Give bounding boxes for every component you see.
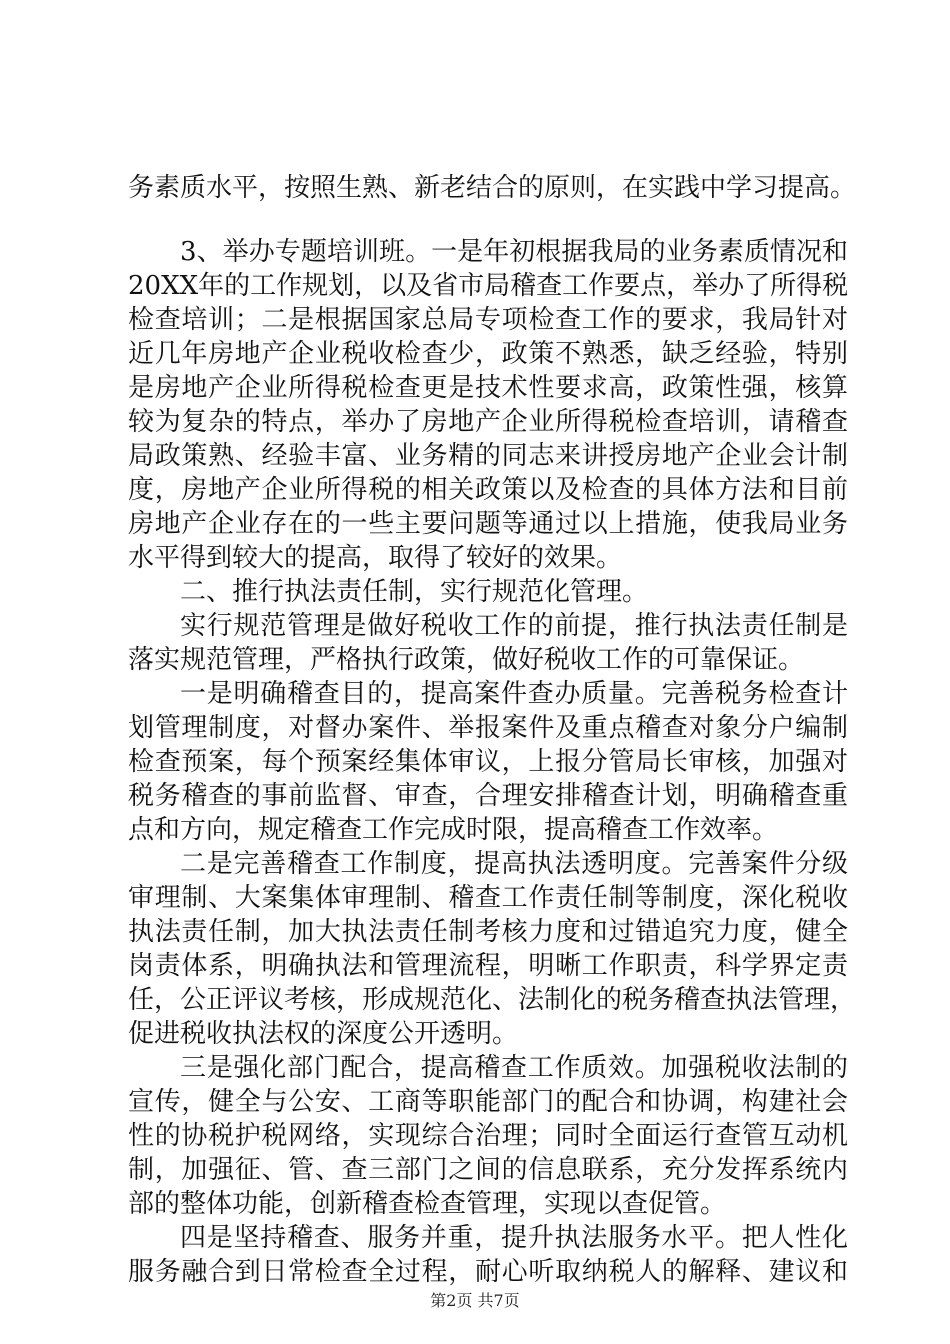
body-line: 四是坚持稽查、服务并重，提升执法服务水平。把人性化 bbox=[180, 1223, 848, 1253]
body-line: 点和方向，规定稽查工作完成时限，提高稽查工作效率。 bbox=[128, 815, 779, 845]
body-line: 一是明确稽查目的，提高案件查办质量。完善税务检查计 bbox=[180, 679, 848, 709]
body-line: 审理制、大案集体审理制、稽查工作责任制等制度，深化税收 bbox=[128, 883, 848, 913]
body-line: 检查预案，每个预案经集体审议，上报分管局长审核，加强对 bbox=[128, 747, 848, 777]
body-line: 划管理制度，对督办案件、举报案件及重点稽查对象分户编制 bbox=[128, 713, 848, 743]
body-line: 3、举办专题培训班。一是年初根据我局的业务素质情况和 bbox=[180, 237, 848, 267]
body-line: 岗责体系，明确执法和管理流程，明晰工作职责，科学界定责 bbox=[128, 951, 848, 981]
section-heading: 二、推行执法责任制，实行规范化管理。 bbox=[180, 577, 649, 607]
page-number: 第2页 共7页 bbox=[430, 1291, 520, 1310]
body-line: 检查培训；二是根据国家总局专项检查工作的要求，我局针对 bbox=[128, 305, 848, 335]
body-line: 执法责任制，加大执法责任制考核力度和过错追究力度，健全 bbox=[128, 917, 848, 947]
body-line: 落实规范管理，严格执行政策，做好税收工作的可靠保证。 bbox=[128, 645, 805, 675]
body-line: 任，公正评议考核，形成规范化、法制化的税务稽查执法管理， bbox=[128, 985, 857, 1015]
body-line: 税务稽查的事前监督、审查，合理安排稽查计划，明确稽查重 bbox=[128, 781, 848, 811]
body-line: 务素质水平，按照生熟、新老结合的原则，在实践中学习提高。 bbox=[128, 173, 857, 203]
body-line: 性的协税护税网络，实现综合治理；同时全面运行查管互动机 bbox=[128, 1121, 848, 1151]
body-line: 促进税收执法权的深度公开透明。 bbox=[128, 1019, 519, 1049]
body-line: 局政策熟、经验丰富、业务精的同志来讲授房地产企业会计制 bbox=[128, 441, 848, 471]
body-line: 制，加强征、管、查三部门之间的信息联系，充分发挥系统内 bbox=[128, 1155, 848, 1185]
body-line: 较为复杂的特点，举办了房地产企业所得税检查培训，请稽查 bbox=[128, 407, 848, 437]
body-line: 部的整体功能，创新稽查检查管理，实现以查促管。 bbox=[128, 1189, 727, 1219]
body-line: 三是强化部门配合，提高稽查工作质效。加强税收法制的 bbox=[180, 1053, 848, 1083]
body-line: 20XX年的工作规划，以及省市局稽查工作要点，举办了所得税 bbox=[128, 271, 849, 301]
body-line: 服务融合到日常检查全过程，耐心听取纳税人的解释、建议和 bbox=[128, 1257, 848, 1287]
body-line: 水平得到较大的提高，取得了较好的效果。 bbox=[128, 543, 623, 573]
body-line: 二是完善稽查工作制度，提高执法透明度。完善案件分级 bbox=[180, 849, 848, 879]
body-line: 近几年房地产企业税收检查少，政策不熟悉，缺乏经验，特别 bbox=[128, 339, 848, 369]
body-line: 房地产企业存在的一些主要问题等通过以上措施，使我局业务 bbox=[128, 509, 848, 539]
body-line: 是房地产企业所得税检查更是技术性要求高，政策性强，核算 bbox=[128, 373, 848, 403]
body-line: 宣传，健全与公安、工商等职能部门的配合和协调，构建社会 bbox=[128, 1087, 848, 1117]
body-line: 实行规范管理是做好税收工作的前提，推行执法责任制是 bbox=[180, 611, 848, 641]
body-line: 度，房地产企业所得税的相关政策以及检查的具体方法和目前 bbox=[128, 475, 848, 505]
